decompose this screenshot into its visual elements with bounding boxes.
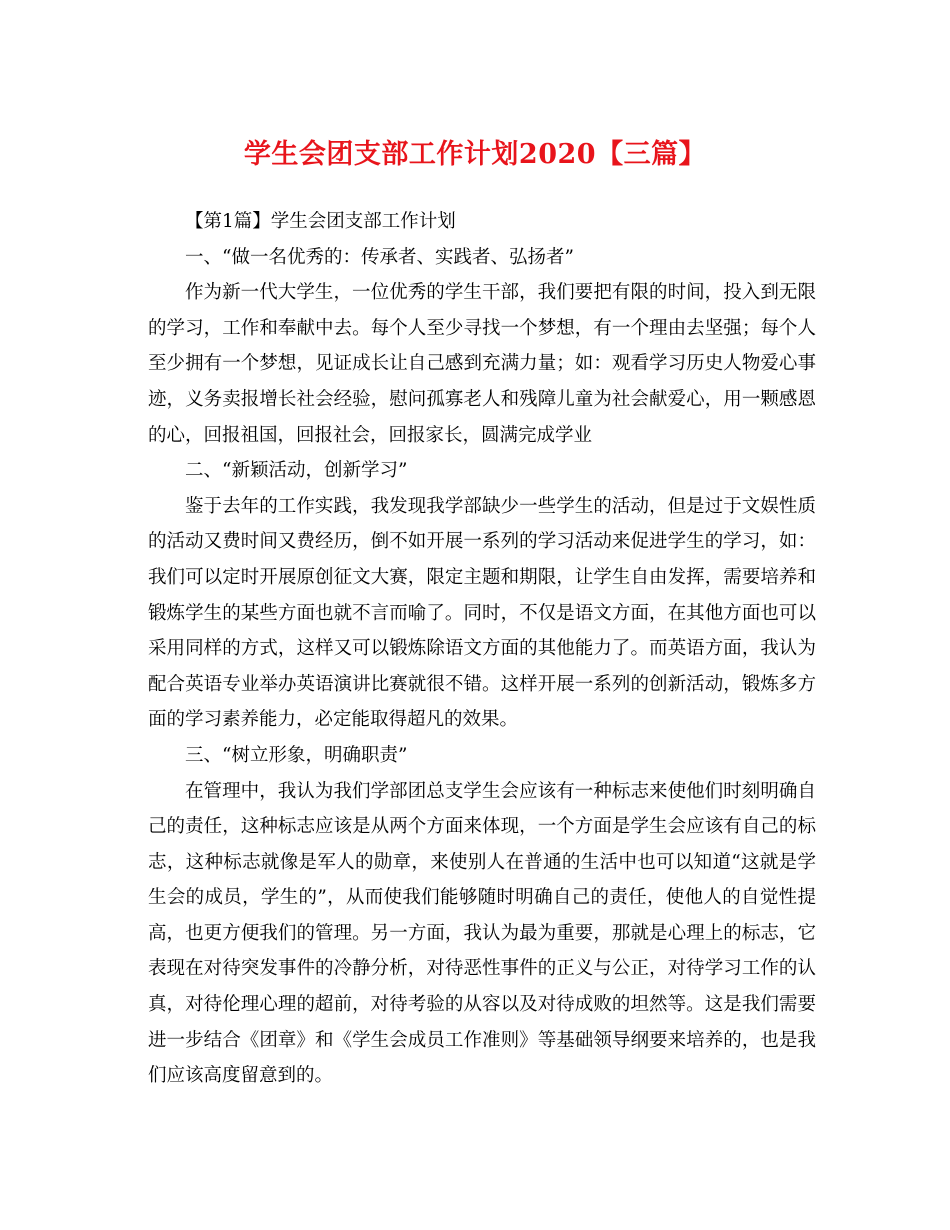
body-paragraph-1: 作为新一代大学生，一位优秀的学生干部，我们要把有限的时间，投入到无限的学习，工作和奉献中去。每个人至少寻找一个梦想，有一个理由去坚强；每个人至少拥有一个梦想，见证成长让自己感到充满力量；如：观看学习历史人物爱心事迹，义务卖报增长社会经验，慰问孤寡老人和残障儿童为社会献爱心，用一颗感恩的心，回报祖国，回报社会，回报家长，圆满完成学业 <box>148 282 816 446</box>
body-paragraph-2: 鉴于去年的工作实践，我发现我学部缺少一些学生的活动，但是过于文娱性质的活动又费时间又费经历，倒不如开展一系列的学习活动来促进学生的学习，如：我们可以定时开展原创征文大赛，限定主题和期限，让学生自由发挥，需要培养和锻炼学生的某些方面也就不言而喻了。同时，不仅是语文方面，在其他方面也可以采用同样的方式，这样又可以锻炼除语文方面的其他能力了。而英语方面，我认为配合英语专业举办英语演讲比赛就很不错。这样开展一系列的创新活动，锻炼多方面的学习素养能力，必定能取得超凡的效果。 <box>148 495 816 731</box>
subheading-3: 三、“树立形象，明确职责” <box>185 744 408 766</box>
document-body <box>148 204 816 1094</box>
section-heading-part-1: 【第1篇】学生会团支部工作计划 <box>185 211 456 232</box>
subheading-1: 一、“做一名优秀的：传承者、实践者、弘扬者” <box>185 246 574 268</box>
body-paragraph-3: 在管理中，我认为我们学部团总支学生会应该有一种标志来使他们时刻明确自己的责任，这种标志应该是从两个方面来体现，一个方面是学生会应该有自己的标志，这种标志就像是军人的勋章，来使别人在普通的生活中也可以知道“这就是学生会的成员，学生的”，从而使我们能够随时明确自己的责任，使他人的自觉性提高，也更方便我们的管理。另一方面，我认为最为重要，那就是心理上的标志，它表现在对待突发事件的冷静分析，对待恶性事件的正义与公正，对待学习工作的认真，对待伦理心理的超前，对待考验的从容以及对待成败的坦然等。这是我们需要进一步结合《团章》和《学生会成员工作准则》等基础领导纲要来培养的，也是我们应该高度留意到的。 <box>148 780 816 1087</box>
subheading-2: 二、“新颖活动，创新学习” <box>185 460 408 482</box>
document-title: 学生会团支部工作计划2020【三篇】 <box>243 139 707 170</box>
